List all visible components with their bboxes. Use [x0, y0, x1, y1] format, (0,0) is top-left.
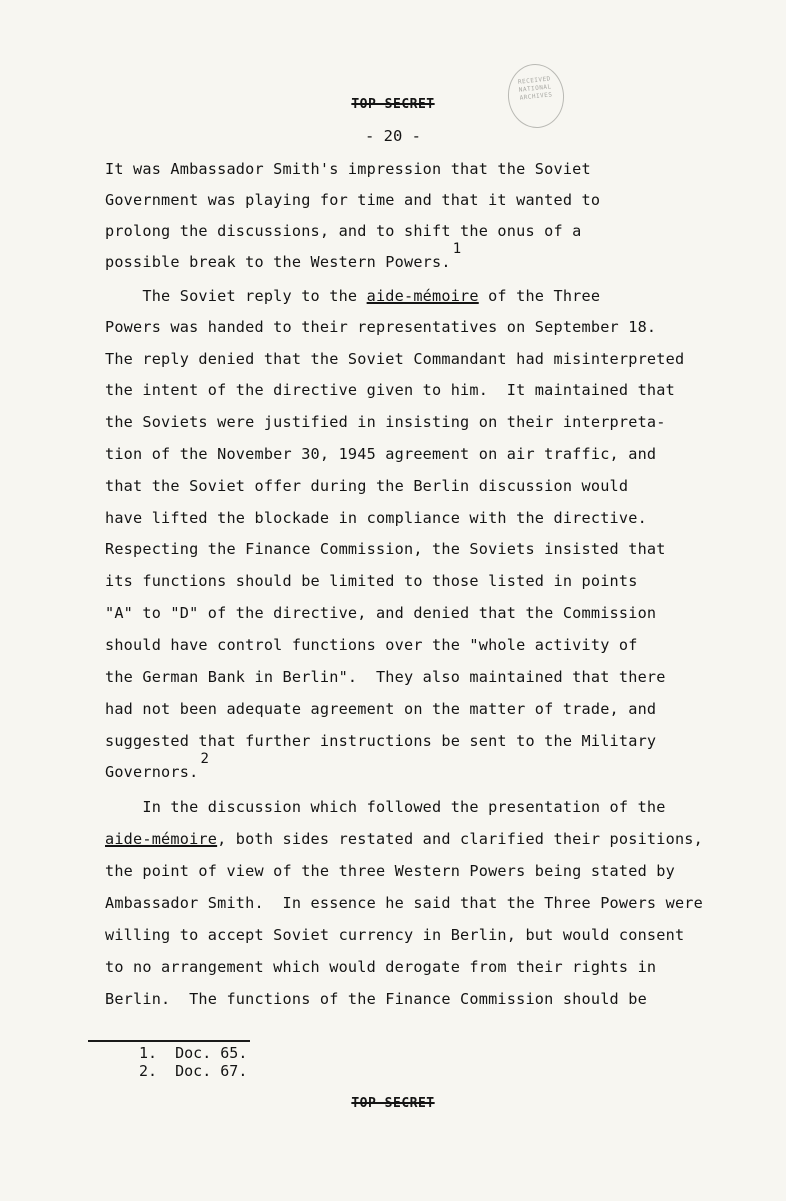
- archive-stamp: [505, 61, 567, 131]
- text-line: [105, 862, 675, 880]
- text-segment: Berlin. The functions of the Finance Commission should be: [105, 990, 647, 1008]
- text-line: [105, 191, 600, 209]
- text-line: [105, 477, 628, 495]
- underlined-term: aide-mémoire: [366, 287, 479, 305]
- text-line: [105, 990, 647, 1008]
- text-segment: prolong the discussions, and to shift the onus of a: [105, 222, 582, 240]
- text-segment: to no arrangement which would derogate from their rights in: [105, 958, 657, 976]
- text-line: [105, 636, 638, 654]
- text-segment: tion of the November 30, 1945 agreement on air traffic, and: [105, 445, 657, 463]
- text-segment: The reply denied that the Soviet Commandant had misinterpreted: [105, 350, 685, 368]
- text-segment: had not been adequate agreement on the matter of trade, and: [105, 700, 657, 718]
- text-line: [105, 668, 666, 686]
- archive-stamp-text: RECEIVED NATIONAL ARCHIVES: [517, 75, 553, 102]
- text-line: [105, 958, 656, 976]
- text-segment: Governors.: [105, 763, 199, 781]
- footnote-divider: [88, 1040, 250, 1042]
- text-segment: In the discussion which followed the presentation of the: [105, 798, 666, 816]
- text-segment: the point of view of the three Western Powers being stated by: [105, 862, 675, 880]
- text-line: [105, 445, 656, 463]
- text-line: [105, 894, 703, 912]
- text-segment: of the Three: [478, 287, 601, 305]
- text-segment: willing to accept Soviet currency in Berlin, but would consent: [105, 926, 685, 944]
- footnote-entry: 1. Doc. 65.: [139, 1044, 248, 1062]
- text-line: [105, 350, 684, 368]
- text-segment: Powers was handed to their representatives on September 18.: [105, 318, 657, 336]
- text-line: [105, 160, 591, 178]
- text-line: [105, 318, 656, 336]
- footnote-marker: 2: [200, 751, 210, 767]
- text-line: [105, 241, 462, 271]
- text-segment: Respecting the Finance Commission, the Soviets insisted that: [105, 540, 666, 558]
- text-line: [105, 222, 582, 240]
- text-line: [105, 381, 675, 399]
- text-segment: Ambassador Smith. In essence he said that the Three Powers were: [105, 894, 703, 912]
- underlined-term: aide-mémoire: [105, 830, 218, 848]
- text-line: [105, 413, 666, 431]
- text-line: [105, 751, 210, 781]
- page-number: - 20 -: [365, 127, 421, 145]
- text-segment: "A" to "D" of the directive, and denied that the Commission: [105, 604, 657, 622]
- text-line: [105, 700, 656, 718]
- text-line: [105, 798, 666, 816]
- text-segment: its functions should be limited to those listed in points: [105, 572, 638, 590]
- text-segment: have lifted the blockade in compliance with the directive.: [105, 509, 647, 527]
- text-segment: the German Bank in Berlin". They also maintained that there: [105, 668, 666, 686]
- text-segment: should have control functions over the "whole activity of: [105, 636, 638, 654]
- classification-footer: [0, 1096, 786, 1111]
- text-segment: Government was playing for time and that it wanted to: [105, 191, 601, 209]
- text-line: [105, 540, 666, 558]
- text-line: [105, 926, 684, 944]
- text-segment: The Soviet reply to the: [105, 287, 367, 305]
- footnote-marker: 1: [452, 241, 462, 257]
- text-segment: that the Soviet offer during the Berlin discussion would: [105, 477, 629, 495]
- classification-header: [0, 97, 786, 112]
- classification-header-label: TOP SECRET: [351, 97, 435, 112]
- text-line: [105, 572, 638, 590]
- text-segment: It was Ambassador Smith's impression that the Soviet: [105, 160, 591, 178]
- text-segment: possible break to the Western Powers.: [105, 253, 451, 271]
- text-segment: the Soviets were justified in insisting on their interpreta-: [105, 413, 666, 431]
- footnote-entry: 2. Doc. 67.: [139, 1062, 248, 1080]
- text-line: [105, 732, 656, 750]
- text-line: [105, 830, 703, 848]
- text-line: [105, 509, 647, 527]
- text-line: [105, 287, 600, 305]
- text-segment: , both sides restated and clarified their positions,: [217, 830, 703, 848]
- classification-footer-label: TOP SECRET: [351, 1096, 435, 1111]
- text-segment: the intent of the directive given to him. It maintained that: [105, 381, 675, 399]
- text-segment: suggested that further instructions be sent to the Military: [105, 732, 657, 750]
- text-line: [105, 604, 656, 622]
